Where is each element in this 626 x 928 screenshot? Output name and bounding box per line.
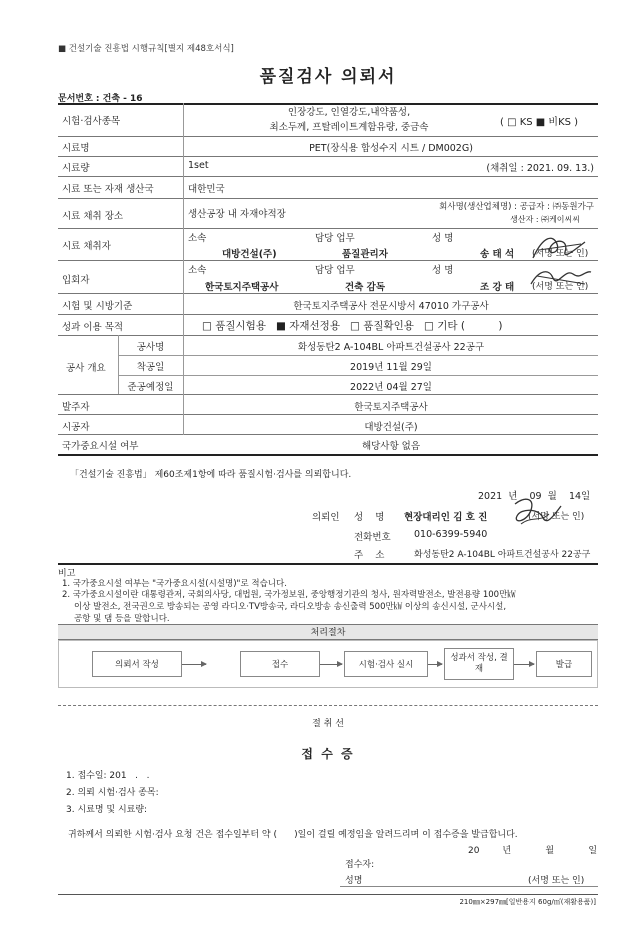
national-facility-value: 해당사항 없음	[361, 441, 421, 452]
requester-name: 현장대리인 김 호 진	[404, 512, 488, 523]
sample-name-value: PET(장식용 합성수지 시트 / DM002G)	[309, 143, 473, 154]
witness-duty-label: 담당 업무	[315, 265, 355, 276]
witness-label: 입회자	[62, 275, 90, 286]
collector-affil-label: 소속	[188, 233, 207, 244]
sampling-place-value: 생산공장 내 자재야적장	[188, 209, 286, 220]
regulation-reference: ■ 건설기술 진흥법 시행규칙[별지 제48호서식]	[58, 44, 234, 54]
witness-sign-note: (서명 또는 인)	[532, 282, 589, 292]
test-items-label: 시험·검사종목	[62, 116, 121, 127]
process-title: 처리절차	[310, 628, 346, 638]
process-step-3: 시험·검사 실시	[344, 651, 428, 677]
witness-name: 조 강 태	[480, 282, 515, 293]
end-date-label: 준공예정일	[127, 382, 174, 393]
witness-duty: 건축 감독	[345, 282, 386, 293]
receipt-line-2: 2. 의뢰 시험·검사 종목:	[66, 788, 159, 798]
collector-name: 송 태 석	[480, 249, 515, 260]
witness-signature	[525, 262, 595, 292]
receipt-notice: 귀하께서 의뢰한 시험·검사 요청 건은 접수일부터 약 ( )일이 걸릴 예정임을 알려드리며 이 접수증을 발급합니다.	[68, 830, 518, 840]
process-step-1: 의뢰서 작성	[92, 651, 182, 677]
start-date-label: 착공일	[136, 362, 165, 373]
method-value: 한국토지주택공사 전문시방서 47010 가구공사	[293, 301, 489, 312]
project-name-label: 공사명	[136, 342, 165, 353]
requester-name-label: 성 명	[354, 512, 385, 523]
receipt-date: 20 년 월 일	[468, 846, 598, 856]
paper-spec-footer: 210㎜×297㎜[일반용지 60g/㎡(재활용품)]	[459, 898, 596, 906]
note-1: 1. 국가중요시설 여부는 "국가중요시설(시설명)"로 적습니다.	[62, 579, 287, 589]
arrow-icon	[320, 664, 342, 665]
orderer-label: 발주자	[62, 402, 90, 413]
collector-label: 시료 채취자	[62, 241, 111, 252]
sample-qty-label: 시료량	[62, 163, 90, 174]
sample-qty-value: 1set	[188, 160, 209, 171]
receipt-line-1: 1. 접수일: 201 . .	[66, 771, 150, 781]
receipt-title: 접 수 증	[301, 747, 355, 761]
address-value: 화성동탄2 A-104BL 아파트건설공사 22공구	[414, 550, 591, 560]
request-date: 2021 년 09 월 14일	[478, 491, 591, 502]
collector-signature	[525, 230, 595, 264]
arrow-icon	[182, 664, 206, 665]
witness-affil-label: 소속	[188, 265, 207, 276]
maker-line2: 생산자 : ㈜케이씨씨	[510, 215, 580, 224]
process-step-4: 성과서 작성, 결재	[444, 648, 514, 680]
note-2: 2. 국가중요시설이란 대통령관저, 국회의사당, 대법원, 국가정보원, 중앙행정기관의 청사, 원자력발전소, 발전용량 100만㎾ 이상 발전소, 전국권으로 방송되는 공영 라디오·TV방송국, 라디오방송 송신출력 500만㎾ 이상의 송신시설, 군사시설, 공항 및 댐 등을 말합니다.	[62, 590, 516, 624]
phone-value: 010-6399-5940	[414, 529, 488, 540]
collector-affil: 대방건설(주)	[222, 249, 277, 260]
phone-label: 전화번호	[354, 532, 391, 543]
ks-checkbox-status: ( □ KS ■ 비KS )	[500, 117, 579, 128]
process-step-5: 발급	[536, 651, 592, 677]
request-statement: 「건설기술 진흥법」 제60조제1항에 따라 품질시험·검사를 의뢰합니다.	[70, 470, 352, 480]
purpose-checkboxes: □ 품질시험용 ■ 자재선정용 □ 품질확인용 □ 기타 ( )	[202, 320, 503, 332]
method-label: 시험 및 시방기준	[62, 301, 133, 312]
origin-label: 시료 또는 자재 생산국	[62, 184, 154, 195]
builder-value: 대방건설(주)	[364, 422, 418, 433]
collection-date: (채취일 : 2021. 09. 13.)	[486, 163, 594, 174]
requester-signature	[505, 494, 565, 532]
address-label: 주 소	[354, 550, 385, 561]
start-date: 2019년 11월 29일	[350, 362, 432, 373]
collector-sign-note: (서명 또는 인)	[532, 249, 589, 259]
collector-duty-label: 담당 업무	[315, 233, 355, 244]
page-title: 품질검사 의뢰서	[259, 67, 397, 87]
notes-title: 비고	[58, 569, 76, 579]
arrow-icon	[514, 664, 534, 665]
project-name: 화성동탄2 A-104BL 아파트건설공사 22공구	[297, 342, 485, 353]
orderer-value: 한국토지주택공사	[354, 402, 428, 413]
purpose-label: 성과 이용 목적	[62, 322, 124, 333]
receiver-name-label: 성명	[345, 876, 363, 886]
end-date: 2022년 04월 27일	[350, 382, 432, 393]
cut-line-label: 절 취 선	[312, 719, 344, 729]
test-items-value: 인장강도, 인열강도,내약품성, 최소두께, 프탈레이트계함유량, 중금속	[269, 107, 429, 133]
witness-name-label: 성 명	[432, 265, 454, 276]
project-label: 공사 개요	[66, 363, 106, 374]
arrow-icon	[428, 664, 442, 665]
sample-name-label: 시료명	[62, 143, 90, 154]
origin-value: 대한민국	[188, 184, 225, 195]
collector-duty: 품질관리자	[342, 249, 388, 260]
witness-affil: 한국토지주택공사	[205, 282, 279, 293]
doc-number: 문서번호 : 건축 - 16	[58, 94, 143, 104]
collector-name-label: 성 명	[432, 233, 454, 244]
sampling-place-label: 시료 채취 장소	[62, 211, 124, 222]
requester-label: 의뢰인	[312, 512, 340, 523]
builder-label: 시공자	[62, 422, 90, 433]
national-facility-label: 국가중요시설 여부	[62, 441, 139, 452]
receipt-line-3: 3. 시료명 및 시료량:	[66, 805, 148, 815]
requester-sign-note: (서명 또는 인)	[528, 512, 585, 522]
maker-line1: 회사명(생산업체명) : 공급자 : ㈜동원가구	[439, 202, 594, 212]
process-step-2: 접수	[240, 651, 320, 677]
receiver-sign-note: (서명 또는 인)	[528, 876, 585, 886]
receiver-label: 접수자:	[345, 860, 375, 870]
